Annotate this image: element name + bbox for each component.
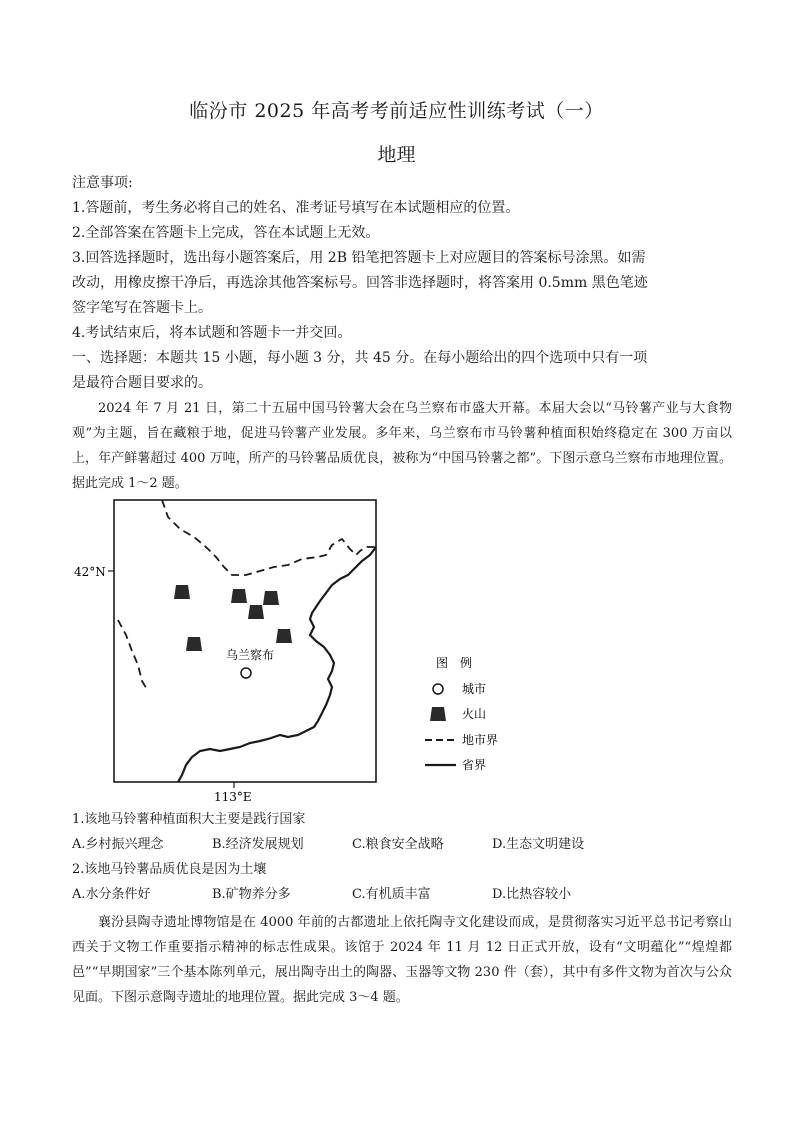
lon-label: 113°E — [214, 790, 252, 804]
city-marker-icon — [241, 668, 251, 678]
ulanqab-map — [70, 495, 499, 805]
volcano-icon — [231, 589, 247, 603]
city-boundary-west — [118, 620, 148, 691]
passage-potato: 2024 年 7 月 21 日，第二十五届中国马铃薯大会在乌兰察布市盛大开幕。本届大会以“马铃薯产业与大食物观”为主题，旨在藏粮于地，促进马铃薯产业发展。多年来，乌兰察布市马铃薯种植面积始终稳定在 300 万亩以上，年产鲜薯超过 400 万吨，所产的马铃薯品质优良，被称为“中国马铃薯之都”。下图示意乌兰察布市地理位置。据此完成 1～2 题。 — [72, 401, 732, 491]
notes-heading: 注意事项: — [72, 175, 133, 191]
section-heading: 一、选择题：本题共 15 小题，每小题 3 分，共 45 分。在每小题给出的四个选项中只有一项 — [72, 350, 648, 366]
note-item: 改动，用橡皮擦干净后，再选涂其他答案标号。回答非选择题时，将答案用 0.5mm 黑色笔迹 — [72, 275, 648, 291]
legend-city-icon — [433, 684, 443, 694]
note-item: 2.全部答案在答题卡上完成，答在本试题上无效。 — [72, 225, 380, 241]
note-item: 4.考试结束后，将本试题和答题卡一并交回。 — [72, 325, 352, 341]
q1-option-a: A.乡村振兴理念 — [72, 837, 164, 852]
city-name-label: 乌兰察布 — [226, 648, 275, 662]
q1-option-d: D.生态文明建设 — [492, 837, 585, 852]
q2-option-c: C.有机质丰富 — [352, 887, 431, 902]
volcano-icon — [276, 629, 292, 643]
q2-option-d: D.比热容较小 — [492, 887, 572, 902]
volcano-icon — [263, 591, 279, 605]
volcano-icon — [186, 637, 202, 651]
volcano-markers — [174, 585, 292, 651]
subject-title: 地理 — [377, 144, 416, 166]
q1-option-c: C.粮食安全战略 — [352, 837, 444, 852]
volcano-icon — [248, 605, 264, 619]
legend-province-boundary-label: 省界 — [462, 758, 487, 772]
section-heading-cont: 是最符合题目要求的。 — [72, 375, 212, 391]
province-boundary — [178, 547, 376, 782]
passage-taosi: 襄汾县陶寺遗址博物馆是在 4000 年前的古都遗址上依托陶寺文化建设而成，是贯彻落实习近平总书记考察山西关于文物工作重要指示精神的标志性成果。该馆于 2024 年 11 月 12 日正式开放，设有“文明蕴化”“煌煌都邑”“早期国家”三个基本陈列单元，展出陶寺出土的陶器、玉器等文物 230 件（套），其中有多件文物为首次与公众见面。下图示意陶寺遗址的地理位置。据此完成 3～4 题。 — [72, 915, 732, 1005]
note-item: 3.回答选择题时，选出每小题答案后，用 2B 铅笔把答题卡上对应题目的答案标号涂黑。如需 — [72, 250, 646, 266]
city-boundary-north — [162, 500, 376, 575]
legend-volcano-label: 火山 — [462, 707, 487, 721]
volcano-icon — [174, 585, 190, 599]
legend-city-label: 城市 — [462, 682, 487, 696]
legend-city-boundary-label: 地市界 — [462, 733, 499, 747]
question-2-stem: 2.该地马铃薯品质优良是因为土壤 — [72, 862, 267, 877]
lat-label: 42°N — [74, 565, 106, 579]
exam-title: 临汾市 2025 年高考考前适应性训练考试（一） — [189, 100, 604, 122]
map-figure — [70, 495, 499, 805]
legend-volcano-icon — [430, 707, 446, 721]
question-1-stem: 1.该地马铃薯种植面积大主要是践行国家 — [72, 812, 306, 827]
note-item: 1.答题前，考生务必将自己的姓名、准考证号填写在本试题相应的位置。 — [72, 200, 520, 216]
q1-option-b: B.经济发展规划 — [212, 837, 304, 852]
q2-option-b: B.矿物养分多 — [212, 887, 291, 902]
q2-option-a: A.水分条件好 — [72, 887, 151, 902]
map-frame — [114, 500, 376, 782]
legend-title: 图 例 — [436, 656, 473, 670]
note-item: 签字笔写在答题卡上。 — [72, 300, 212, 316]
